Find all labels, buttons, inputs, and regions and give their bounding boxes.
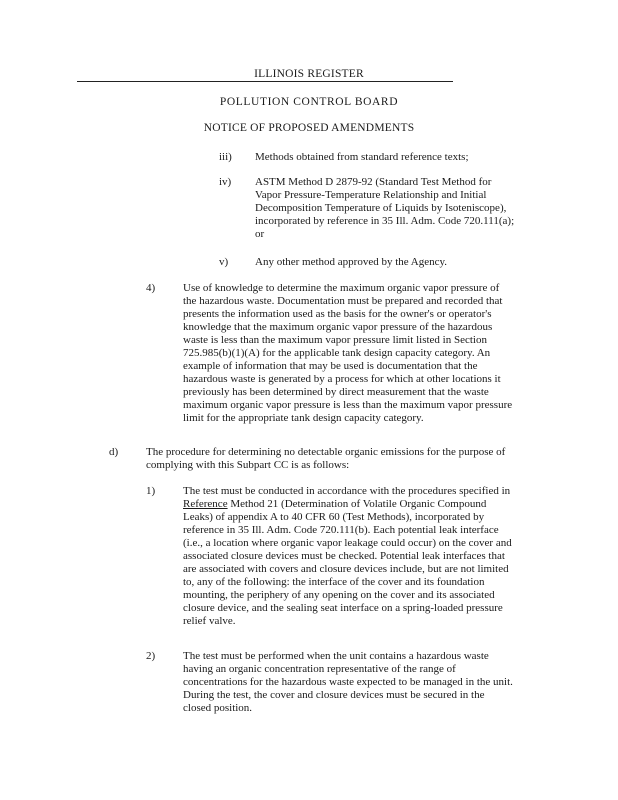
text-line: associated closure devices must be checked. Potential leak interfaces that <box>183 550 505 562</box>
board-title: POLLUTION CONTROL BOARD <box>219 96 399 108</box>
text-line: (i.e., a location where organic vapor leakage could occur) on the cover and <box>183 537 512 549</box>
item-4-text <box>183 282 512 425</box>
header-rule <box>77 81 453 82</box>
notice-title: NOTICE OF PROPOSED AMENDMENTS <box>203 122 415 134</box>
text-line <box>183 498 512 511</box>
item-d-text <box>146 446 505 472</box>
text-line: Leaks) of appendix A to 40 CFR 60 (Test Methods), incorporated by <box>183 511 485 523</box>
text-line: maximum organic vapor pressure is less than the maximum vapor pressure <box>183 399 513 411</box>
text-line: reference in 35 Ill. Adm. Code 720.111(b). Each potential leak interface <box>183 524 499 536</box>
item-d-label: d) <box>109 446 119 458</box>
text-line: hazardous waste is generated by a process for which at other locations it <box>183 373 501 385</box>
text-line: complying with this Subpart CC is as follows: <box>146 459 350 471</box>
text-line: limit for the appropriate tank design capacity category. <box>183 412 424 424</box>
text-line: the hazardous waste. Documentation must be prepared and recorded that <box>183 295 503 307</box>
item-iii-text: Methods obtained from standard reference texts; <box>255 151 469 163</box>
text-line: The procedure for determining no detectable organic emissions for the purpose of <box>146 446 506 458</box>
text-line: are associated with covers and closure devices include, but are not limited <box>183 563 509 575</box>
text-line: Vapor Pressure-Temperature Relationship and Initial <box>255 189 487 201</box>
text-line: example of information that may be used is documentation that the <box>183 360 478 372</box>
text-line: During the test, the cover and closure devices must be secured in the <box>183 689 485 701</box>
text-line: Decomposition Temperature of Liquids by Isoteniscope), <box>255 202 507 214</box>
text-line: The test must be performed when the unit contains a hazardous waste <box>183 650 489 662</box>
text-line: mounting, the periphery of any opening on the cover and its associated <box>183 589 495 601</box>
text-line: having an organic concentration representative of the range of <box>183 663 456 675</box>
text-line: Use of knowledge to determine the maximum organic vapor pressure of <box>183 282 500 294</box>
text-line: closed position. <box>183 702 253 714</box>
reference-underlined: Reference <box>183 498 228 510</box>
item-iii-label: iii) <box>219 151 232 163</box>
item-iv-text <box>255 176 514 241</box>
text-line: knowledge that the maximum organic vapor pressure of the hazardous <box>183 321 493 333</box>
text-line: waste is less than the maximum vapor pressure limit listed in Section <box>183 334 487 346</box>
text-line: closure device, and the sealing seat interface on a spring-loaded pressure <box>183 602 503 614</box>
item-iv-label: iv) <box>219 176 232 188</box>
item-d1-text <box>183 485 512 628</box>
register-title: ILLINOIS REGISTER <box>254 68 364 80</box>
item-d1-label: 1) <box>146 485 156 497</box>
text-line: 725.985(b)(1)(A) for the applicable tank design capacity category. An <box>183 347 491 359</box>
text-line: relief valve. <box>183 615 236 627</box>
item-d2-text <box>183 650 513 715</box>
item-d2-label: 2) <box>146 650 156 662</box>
text-line: to, any of the following: the interface of the cover and its foundation <box>183 576 485 588</box>
text-line: ASTM Method D 2879-92 (Standard Test Method for <box>255 176 492 188</box>
text-line: presents the information used as the basis for the owner's or operator's <box>183 308 492 320</box>
text-line: concentrations for the hazardous waste expected to be managed in the unit. <box>183 676 513 688</box>
text-line: incorporated by reference in 35 Ill. Adm. Code 720.111(a); <box>255 215 515 227</box>
item-v-label: v) <box>219 256 229 268</box>
text-line: previously has been determined by direct measurement that the waste <box>183 386 489 398</box>
text-line: The test must be conducted in accordance with the procedures specified in <box>183 485 511 497</box>
text-line: or <box>255 228 265 240</box>
text-fragment: Method 21 (Determination of Volatile Organic Compound <box>227 498 487 510</box>
item-v-text: Any other method approved by the Agency. <box>255 256 448 268</box>
item-4-label: 4) <box>146 282 156 294</box>
